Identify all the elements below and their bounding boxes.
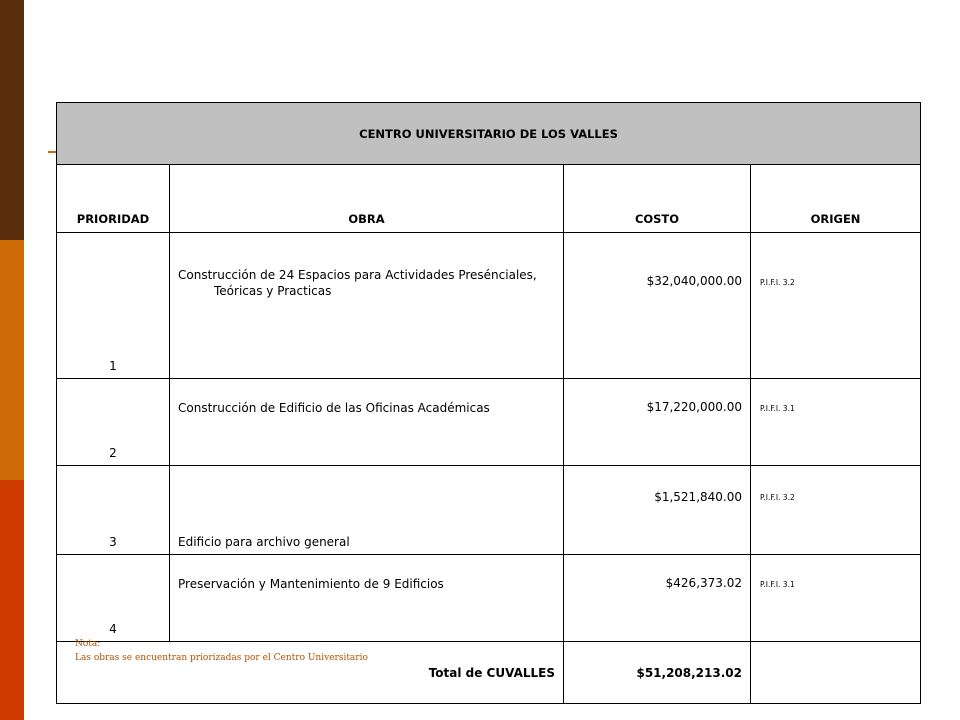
obra-cell <box>170 233 564 379</box>
origen-cell: P.I.F.I. 3.2 <box>751 233 921 379</box>
table-row <box>57 466 921 555</box>
total-label: Total de CUVALLES <box>57 642 564 704</box>
origen-cell: P.I.F.I. 3.2 <box>751 466 921 555</box>
prioridad-cell: 1 <box>57 233 170 379</box>
table-header-row <box>57 165 921 233</box>
footnote <box>75 637 368 665</box>
obra-text-line1: Construcción de 24 Espacios para Actividades Presénciales, <box>178 268 537 282</box>
table-title-row <box>57 103 921 165</box>
decorative-bar-orange <box>0 240 24 480</box>
obra-cell: Edificio para archivo general <box>170 466 564 555</box>
header-prioridad: PRIORIDAD <box>57 165 170 233</box>
decorative-bar-red <box>0 480 24 720</box>
footnote-text: Las obras se encuentran priorizadas por el Centro Universitario <box>75 653 368 663</box>
prioridad-cell: 4 <box>57 555 170 642</box>
header-origen: ORIGEN <box>751 165 921 233</box>
table-row <box>57 555 921 642</box>
total-value: $51,208,213.02 <box>564 642 751 704</box>
table-row <box>57 379 921 466</box>
origen-cell: P.I.F.I. 3.1 <box>751 555 921 642</box>
header-costo: COSTO <box>564 165 751 233</box>
costo-cell: $426,373.02 <box>564 555 751 642</box>
footnote-title: Nota: <box>75 639 101 649</box>
obra-cell: Construcción de Edificio de las Oficinas Académicas <box>170 379 564 466</box>
table-row <box>57 233 921 379</box>
prioridad-cell: 3 <box>57 466 170 555</box>
costo-cell: $1,521,840.00 <box>564 466 751 555</box>
costo-cell: $17,220,000.00 <box>564 379 751 466</box>
total-origen-cell <box>751 642 921 704</box>
header-obra: OBRA <box>170 165 564 233</box>
projects-table <box>56 102 921 704</box>
obra-text-line2: Teóricas y Practicas <box>214 284 332 298</box>
origen-cell: P.I.F.I. 3.1 <box>751 379 921 466</box>
decorative-bar-dark <box>0 0 24 240</box>
obra-cell: Preservación y Mantenimiento de 9 Edificios <box>170 555 564 642</box>
table-title: CENTRO UNIVERSITARIO DE LOS VALLES <box>57 103 921 165</box>
prioridad-cell: 2 <box>57 379 170 466</box>
costo-cell: $32,040,000.00 <box>564 233 751 379</box>
